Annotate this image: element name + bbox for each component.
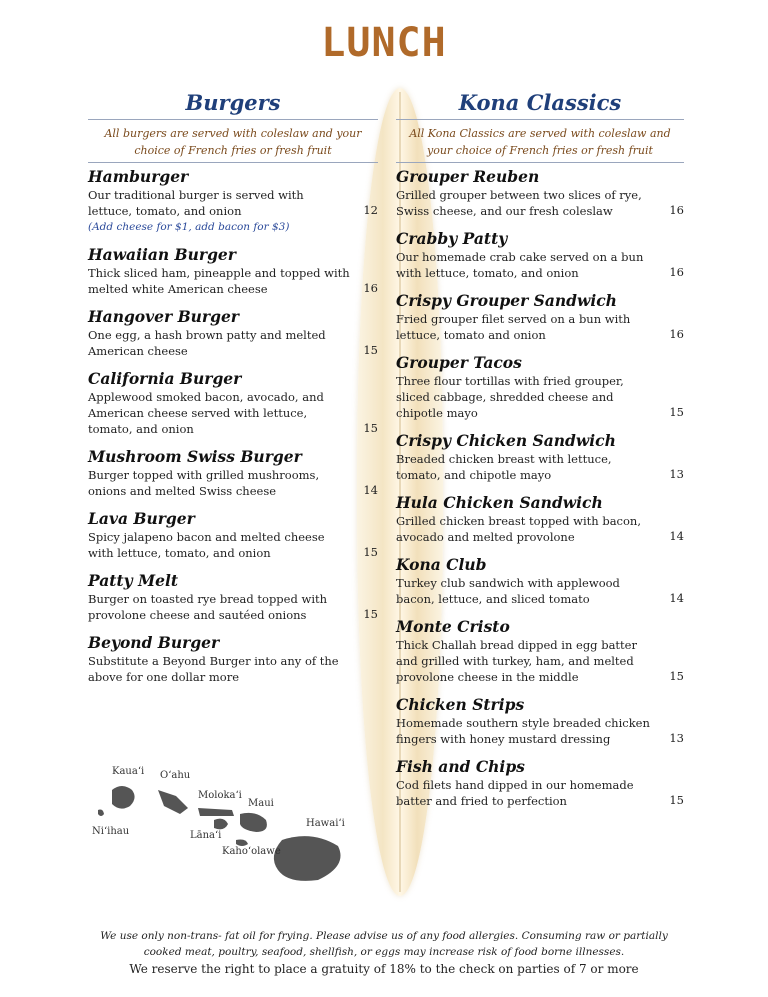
item-name: Crabby Patty	[396, 229, 508, 248]
gratuity-notice: We reserve the right to place a gratuity of 18% to the check on parties of 7 or more	[129, 962, 639, 976]
burgers-note: All burgers are served with coleslaw and your choice of French fries or fresh fruit	[88, 120, 378, 163]
item-name: Grouper Tacos	[396, 353, 522, 372]
item-description: Burger topped with grilled mushrooms, onions and melted Swiss cheese	[88, 468, 320, 498]
item-price: 15	[669, 793, 684, 807]
menu-item	[88, 633, 378, 685]
burgers-column	[88, 90, 378, 695]
item-price: 15	[363, 545, 378, 559]
item-price: 15	[363, 421, 378, 435]
menu-item	[396, 353, 684, 421]
item-addon-note: (Add cheese for $1, add bacon for $3)	[88, 221, 290, 233]
hawaii-island	[274, 836, 341, 881]
item-price: 16	[669, 327, 684, 341]
kona-heading: Kona Classics	[396, 90, 684, 120]
item-name: Grouper Reuben	[396, 167, 540, 186]
menu-item	[396, 431, 684, 483]
item-price: 15	[363, 343, 378, 357]
item-price: 16	[669, 203, 684, 217]
menu-item	[396, 617, 684, 685]
item-description: Breaded chicken breast with lettuce, tomato, and chipotle mayo	[396, 452, 612, 482]
menu-item	[88, 509, 378, 561]
item-name: Hamburger	[88, 167, 189, 186]
item-price: 14	[669, 591, 684, 605]
item-description: Homemade southern style breaded chicken fingers with honey mustard dressing	[396, 716, 650, 746]
item-description: Applewood smoked bacon, avocado, and American cheese served with lettuce, tomato, and onion	[88, 390, 324, 436]
menu-item	[396, 229, 684, 281]
menu-footer	[0, 928, 768, 976]
item-description: Thick sliced ham, pineapple and topped with melted white American cheese	[88, 266, 350, 296]
label-oahu: O‘ahu	[160, 770, 191, 781]
item-name: Hangover Burger	[88, 307, 239, 326]
label-maui: Maui	[248, 798, 274, 809]
menu-item	[396, 757, 684, 809]
menu-item	[396, 695, 684, 747]
item-description: Cod filets hand dipped in our homemade batter and fried to perfection	[396, 778, 634, 808]
label-niihau: Ni‘ihau	[92, 826, 130, 837]
menu-item	[88, 167, 378, 235]
hawaii-islands-map	[90, 760, 360, 890]
maui-island	[240, 813, 267, 832]
item-name: Hula Chicken Sandwich	[396, 493, 603, 512]
item-description: One egg, a hash brown patty and melted American cheese	[88, 328, 326, 358]
niihau-island	[98, 810, 104, 817]
item-description: Grilled grouper between two slices of rye, Swiss cheese, and our fresh coleslaw	[396, 188, 642, 218]
item-name: Mushroom Swiss Burger	[88, 447, 302, 466]
item-description: Grilled chicken breast topped with bacon, avocado and melted provolone	[396, 514, 641, 544]
item-name: Fish and Chips	[396, 757, 525, 776]
kona-column	[396, 90, 684, 819]
item-price: 12	[363, 203, 378, 217]
menu-item	[88, 571, 378, 623]
burgers-list	[88, 167, 378, 685]
menu-item	[396, 291, 684, 343]
menu-item	[396, 493, 684, 545]
item-price: 15	[669, 405, 684, 419]
burgers-heading: Burgers	[88, 90, 378, 120]
label-kahoolawe: Kaho‘olawe	[222, 846, 281, 857]
item-name: Lava Burger	[88, 509, 195, 528]
allergy-notice: We use only non-trans- fat oil for frying. Please advise us of any food allergies. Consuming raw or partially cooked meat, poultry, seafood, shellfish, or eggs may increase risk of food borne illnesses.	[100, 930, 668, 958]
item-price: 14	[669, 529, 684, 543]
item-description: Burger on toasted rye bread topped with provolone cheese and sautéed onions	[88, 592, 328, 622]
molokai-island	[198, 808, 234, 816]
label-lanai: Lāna‘i	[190, 830, 222, 841]
item-description: Our homemade crab cake served on a bun with lettuce, tomato, and onion	[396, 250, 644, 280]
item-name: Hawaiian Burger	[88, 245, 236, 264]
label-hawaii: Hawai‘i	[306, 818, 345, 829]
menu-item	[88, 447, 378, 499]
menu-title: LUNCH	[321, 20, 447, 66]
item-description: Thick Challah bread dipped in egg batter and grilled with turkey, ham, and melted provolone cheese in the middle	[396, 638, 637, 684]
item-price: 15	[669, 669, 684, 683]
menu-item	[396, 555, 684, 607]
item-price: 14	[363, 483, 378, 497]
item-description: Turkey club sandwich with applewood bacon, lettuce, and sliced tomato	[396, 576, 620, 606]
item-price: 16	[669, 265, 684, 279]
item-name: Monte Cristo	[396, 617, 510, 636]
item-description: Substitute a Beyond Burger into any of the above for one dollar more	[88, 654, 339, 684]
lanai-island	[214, 819, 228, 830]
menu-item	[88, 307, 378, 359]
item-name: Crispy Chicken Sandwich	[396, 431, 616, 450]
menu-item	[88, 245, 378, 297]
kauai-island	[112, 786, 135, 809]
kona-list	[396, 167, 684, 809]
item-name: Chicken Strips	[396, 695, 525, 714]
item-name: Kona Club	[396, 555, 487, 574]
item-description: Three flour tortillas with fried grouper, sliced cabbage, shredded cheese and chipotle mayo	[396, 374, 624, 420]
menu-item	[396, 167, 684, 219]
item-description: Fried grouper filet served on a bun with lettuce, tomato and onion	[396, 312, 631, 342]
item-description: Our traditional burger is served with lettuce, tomato, and onion	[88, 188, 304, 218]
item-price: 13	[669, 731, 684, 745]
oahu-island	[158, 790, 188, 814]
label-molokai: Moloka‘i	[198, 790, 242, 801]
item-name: California Burger	[88, 369, 242, 388]
item-price: 15	[363, 607, 378, 621]
item-name: Beyond Burger	[88, 633, 220, 652]
item-description: Spicy jalapeno bacon and melted cheese with lettuce, tomato, and onion	[88, 530, 325, 560]
kona-note: All Kona Classics are served with coleslaw and your choice of French fries or fresh fruit	[396, 120, 684, 163]
menu-item	[88, 369, 378, 437]
item-price: 16	[363, 281, 378, 295]
item-name: Patty Melt	[88, 571, 179, 590]
item-price: 13	[669, 467, 684, 481]
label-kauai: Kaua‘i	[112, 766, 145, 777]
item-name: Crispy Grouper Sandwich	[396, 291, 617, 310]
